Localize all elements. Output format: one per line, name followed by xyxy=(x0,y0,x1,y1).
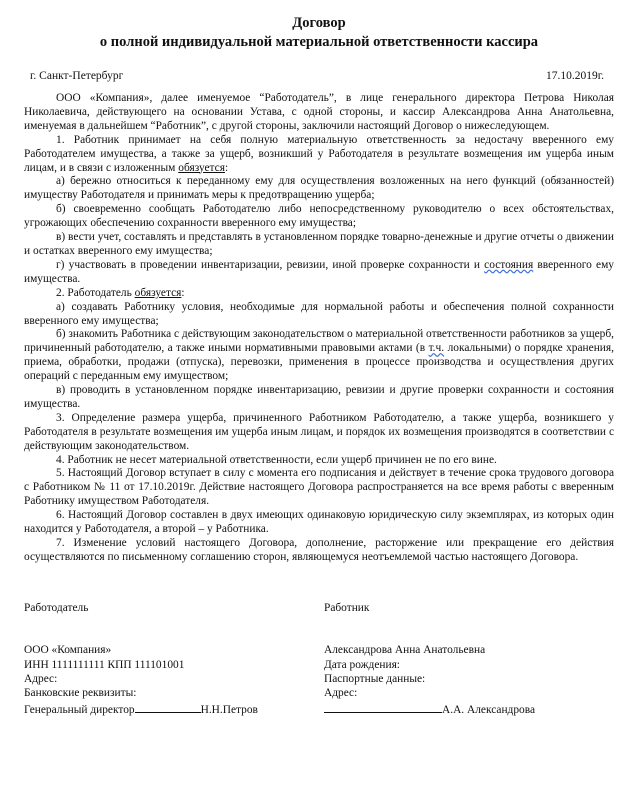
title-line-2: о полной индивидуальной материальной ответственности кассира xyxy=(99,34,539,50)
signature-line xyxy=(135,701,201,713)
clause-1-c: в) вести учет, составлять и представлять в установленном порядке товарно-денежные и другие отчеты о движении и остатках вверенного ему имущества; xyxy=(24,231,614,257)
clause-1-a: а) бережно относиться к переданному ему для осуществления возложенных на него функций (обязанностей) имуществу Работодателя и принимать меры к предотвращению ущерба; xyxy=(24,175,614,202)
date: 17.10.2019г. xyxy=(545,70,604,82)
obliged-underlined: обязуется xyxy=(134,286,182,299)
clause-1: 1. Работник принимает на себя полную материальную ответственность за недостачу вверенного ему Работодателем имущества, а также за ущерб, возникший у Работодателя в результате возмещения им ущерба иным лицам, и в связи с изложенным обязуется: xyxy=(24,133,614,174)
signature-line xyxy=(324,701,442,713)
employer-role: Работодатель xyxy=(24,601,89,614)
clause-1-b: б) своевременно сообщать Работодателю либо непосредственному руководителю о всех обстоятельствах, угрожающих обеспечению сохранности вверенного ему имущества; xyxy=(24,203,614,230)
preamble: ООО «Компания», далее именуемое “Работодатель”, в лице генерального директора Петрова Николая Николаевича, действующего на основании Устава, с одной стороны, и кассир Александрова Анна Анатольевна, именуемая в дальнейшем “Работник”, с другой стороны, заключили настоящий Договор о нижеследующем. xyxy=(24,92,614,132)
signature-block xyxy=(24,601,614,717)
spellcheck-word: состояния xyxy=(484,258,534,271)
employee-name: Александрова Анна Анатольевна xyxy=(324,644,486,657)
employee-passport: Паспортные данные: xyxy=(324,673,426,686)
document-body xyxy=(24,92,614,565)
document-meta xyxy=(24,70,614,82)
clause-4: 4. Работник не несет материальной ответственности, если ущерб причинен не по его вине. xyxy=(56,453,497,466)
clause-2-c: в) проводить в установленном порядке инвентаризацию, ревизии и другие проверки сохранности и состояния имущества. xyxy=(24,384,614,410)
employer-bank: Банковские реквизиты: xyxy=(24,687,137,700)
title-line-1: Договор xyxy=(292,15,346,31)
clause-7: 7. Изменение условий настоящего Договора, дополнение, расторжение или прекращение его действия осуществляются по письменному соглашению сторон, являющемуся неотъемлемой частью настоящего Договора. xyxy=(24,537,614,563)
clause-2: 2. Работодатель обязуется: xyxy=(56,286,185,299)
employee-signature-line: А.А. Александрова xyxy=(324,701,614,717)
employee-birth: Дата рождения: xyxy=(324,658,400,671)
obliged-underlined: обязуется xyxy=(178,161,225,174)
employer-company: ООО «Компания» xyxy=(24,644,112,657)
clause-5: 5. Настоящий Договор вступает в силу с момента его подписания и действует в течение срока трудового договора с Работником № 11 от 17.10.2019г. Действие настоящего Договора распространяется на все время работы с вверенным Работнику имуществом Работодателя. xyxy=(24,467,614,508)
city: г. Санкт-Петербург xyxy=(30,70,124,82)
clause-1-d: г) участвовать в проведении инвентаризации, ревизии, иной проверке сохранности и состояния вверенного ему имущества. xyxy=(24,258,614,285)
clause-6: 6. Настоящий Договор составлен в двух имеющих одинаковую юридическую силу экземплярах, из которых один находится у Работодателя, а второй – у Работника. xyxy=(24,509,614,536)
employee-column xyxy=(324,601,614,717)
clause-2-b: б) знакомить Работника с действующим законодательством о материальной ответственности работников за ущерб, причиненный работодателю, а также иными нормативными правовыми актами (в т.ч. локальными) о порядке хранения, приема, обработки, продажи (отпуска), перевозки, применения в процессе производства и осуществления других операций с переданным ему имуществом; xyxy=(24,328,614,383)
employer-signature-line: Генеральный директор Н.Н.Петров xyxy=(24,701,324,717)
employee-role: Работник xyxy=(324,601,370,614)
employer-inn: ИНН 1111111111 КПП 111101001 xyxy=(24,658,185,671)
clause-2-a: а) создавать Работнику условия, необходимые для нормальной работы и обеспечения полной сохранности вверенного ему имущества; xyxy=(24,300,614,327)
spellcheck-word: т.ч. xyxy=(428,342,445,355)
clause-3: 3. Определение размера ущерба, причиненного Работником Работодателю, а также ущерба, возникшего у Работодателя в результате возмещения им ущерба иным лицам, и порядок их возмещения производятся в соответствии с действующим законодательством. xyxy=(24,411,614,452)
employee-address: Адрес: xyxy=(324,687,358,700)
document-title xyxy=(24,14,614,52)
employer-address: Адрес: xyxy=(24,673,58,686)
employer-column xyxy=(24,601,324,717)
